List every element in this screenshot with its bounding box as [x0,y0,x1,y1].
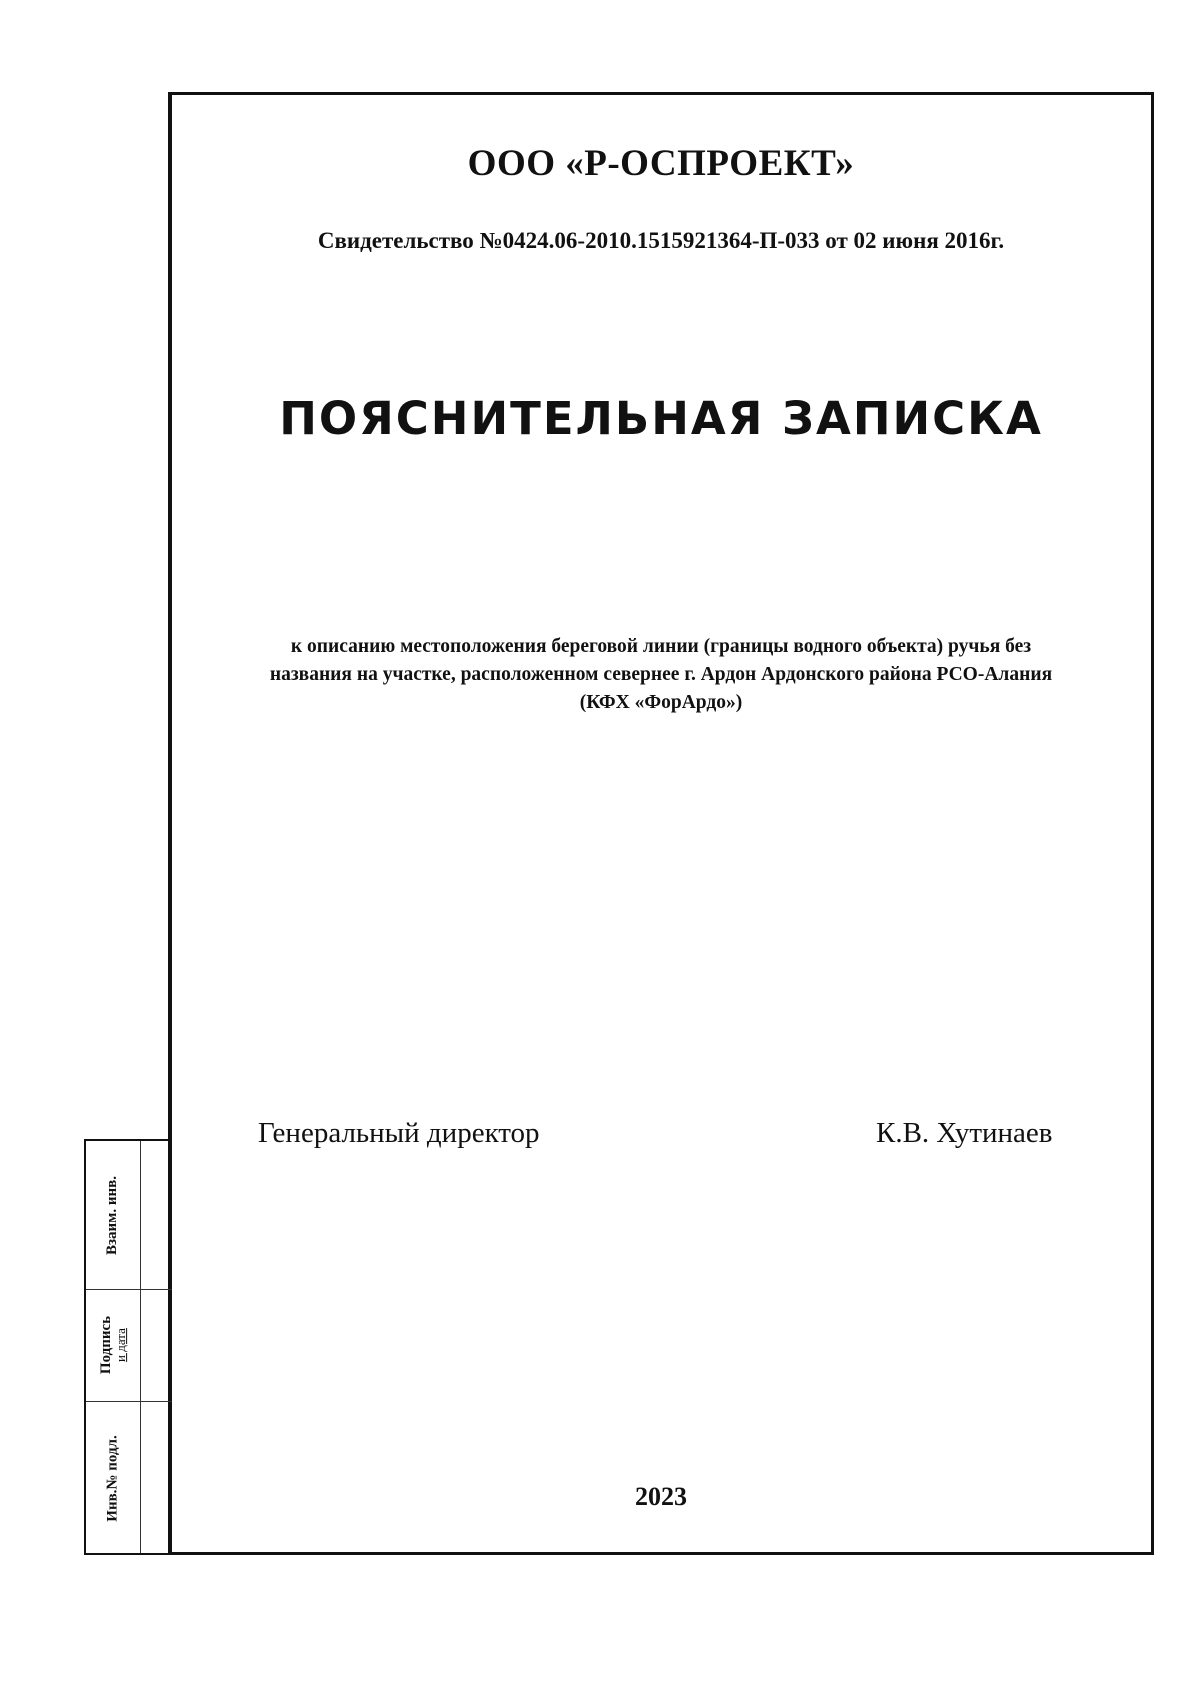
stamp-cell-exchange-inv [86,1141,140,1289]
document-year: 2023 [635,1482,687,1511]
signatory-position: Генеральный директор [258,1117,540,1149]
document-description [178,633,1144,717]
document-title: ПОЯСНИТЕЛЬНАЯ ЗАПИСКА [279,392,1043,445]
description-line: (КФХ «ФорАрдо») [579,692,743,713]
description-line: названия на участке, расположенном севернее г. Ардон Ардонского района РСО-Алания [269,664,1053,685]
stamp-column-divider [140,1141,141,1553]
stamp-cell-original-inv [86,1401,140,1555]
description-line: к описанию местоположения береговой линии (границы водного объекта) ручья без [290,636,1032,657]
certificate-line: Свидетельство №0424.06-2010.1515921364-П-033 от 02 июня 2016г. [317,228,1005,253]
stamp-label-date: и дата [113,1328,129,1362]
stamp-block [84,1139,172,1555]
company-name: ООО «Р-ОСПРОЕКТ» [467,143,855,184]
signatory-name: К.В. Хутинаев [876,1117,1053,1149]
stamp-label-original-inv: Инв.№ подл. [104,1434,121,1522]
stamp-label-exchange-inv: Взаим. инв. [104,1175,121,1255]
page-frame [168,92,1154,1555]
stamp-cell-signature-date [86,1289,140,1401]
stamp-label-signature: Подпись [98,1315,115,1375]
